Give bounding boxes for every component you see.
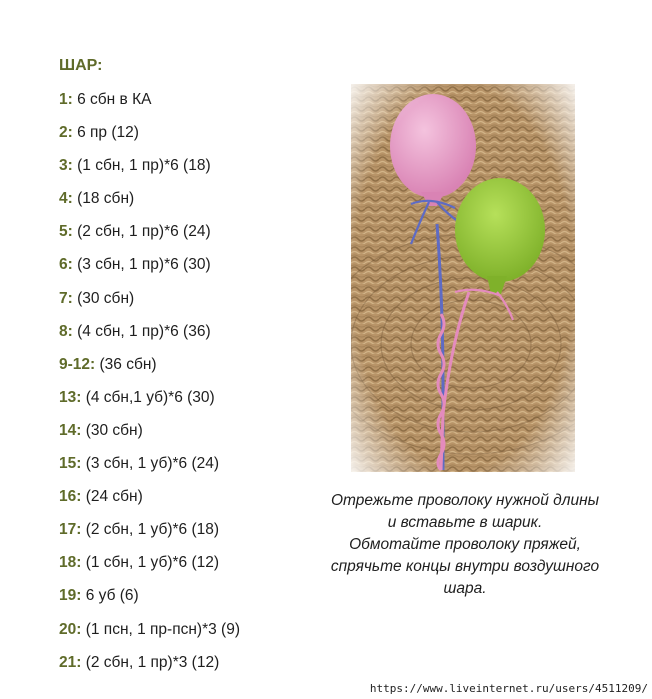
pattern-row [59, 552, 240, 585]
row-text: (3 сбн, 1 пр)*6 (30) [72, 256, 211, 274]
photo-caption [298, 490, 632, 600]
caption-line: шара. [443, 580, 487, 597]
row-text: (36 сбн) [95, 355, 157, 373]
row-number: 2: [59, 124, 73, 142]
row-text: (1 сбн, 1 уб)*6 (12) [81, 554, 220, 572]
pattern-row [59, 288, 240, 321]
pattern-row [59, 619, 240, 652]
pattern-row [59, 387, 240, 420]
row-number: 17: [59, 521, 82, 539]
row-text: (2 сбн, 1 пр)*6 (24) [72, 223, 211, 241]
row-number: 14: [59, 421, 82, 439]
pattern-row [59, 519, 240, 552]
row-text: (30 сбн) [81, 421, 143, 439]
pattern-row [59, 354, 240, 387]
row-number: 4: [59, 190, 73, 208]
pattern-row [59, 188, 240, 221]
caption-line: Обмотайте проволоку пряжей, [349, 536, 581, 553]
row-text: 6 сбн в КА [72, 91, 152, 108]
pattern-row [59, 585, 240, 618]
row-number: 13: [59, 388, 82, 406]
pattern-row [59, 453, 240, 486]
row-number: 18: [59, 554, 82, 572]
row-text: (4 сбн, 1 пр)*6 (36) [72, 322, 211, 340]
pattern-row [59, 122, 240, 155]
row-number: 15: [59, 455, 82, 473]
pattern-row [59, 321, 240, 354]
row-text: (2 сбн, 1 пр)*3 (12) [81, 653, 220, 671]
row-text: (1 сбн, 1 пр)*6 (18) [72, 157, 211, 175]
row-text: (4 сбн,1 уб)*6 (30) [81, 388, 215, 406]
row-number: 1: [59, 91, 73, 108]
pattern-row [59, 420, 240, 453]
row-text: 6 пр (12) [72, 124, 139, 142]
caption-line: Отрежьте проволоку нужной длины [330, 492, 600, 509]
row-number: 19: [59, 587, 82, 605]
row-number: 20: [59, 620, 82, 638]
row-number: 21: [59, 653, 82, 671]
row-text: (1 псн, 1 пр-псн)*3 (9) [81, 620, 240, 638]
caption-line: спрячьте концы внутри воздушного [330, 558, 600, 575]
pattern-rows [59, 89, 240, 685]
row-text: (30 сбн) [72, 289, 135, 307]
row-number: 8: [59, 322, 73, 340]
crochet-balloons-image [351, 84, 575, 472]
row-text: (3 сбн, 1 уб)*6 (24) [81, 455, 220, 473]
pattern-row [59, 486, 240, 519]
row-text: 6 уб (6) [81, 587, 139, 605]
row-text: (24 сбн) [81, 488, 143, 506]
row-number: 16: [59, 488, 82, 506]
pattern-row [59, 652, 240, 685]
row-number: 3: [59, 157, 73, 175]
pattern-row [59, 221, 240, 254]
row-text: (2 сбн, 1 уб)*6 (18) [81, 521, 220, 539]
row-text: (18 сбн) [72, 190, 135, 208]
pattern-title: ШАР: [59, 57, 103, 74]
caption-line: и вставьте в шарик. [387, 514, 543, 531]
pattern-row [59, 89, 240, 122]
row-number: 5: [59, 223, 73, 241]
row-number: 7: [59, 289, 73, 307]
row-number: 9-12: [59, 355, 96, 373]
source-url-watermark: https://www.liveinternet.ru/users/4511209/ [369, 682, 648, 695]
pattern-row [59, 155, 240, 188]
pattern-row [59, 254, 240, 287]
balloons-photo [351, 84, 575, 472]
row-number: 6: [59, 256, 73, 274]
